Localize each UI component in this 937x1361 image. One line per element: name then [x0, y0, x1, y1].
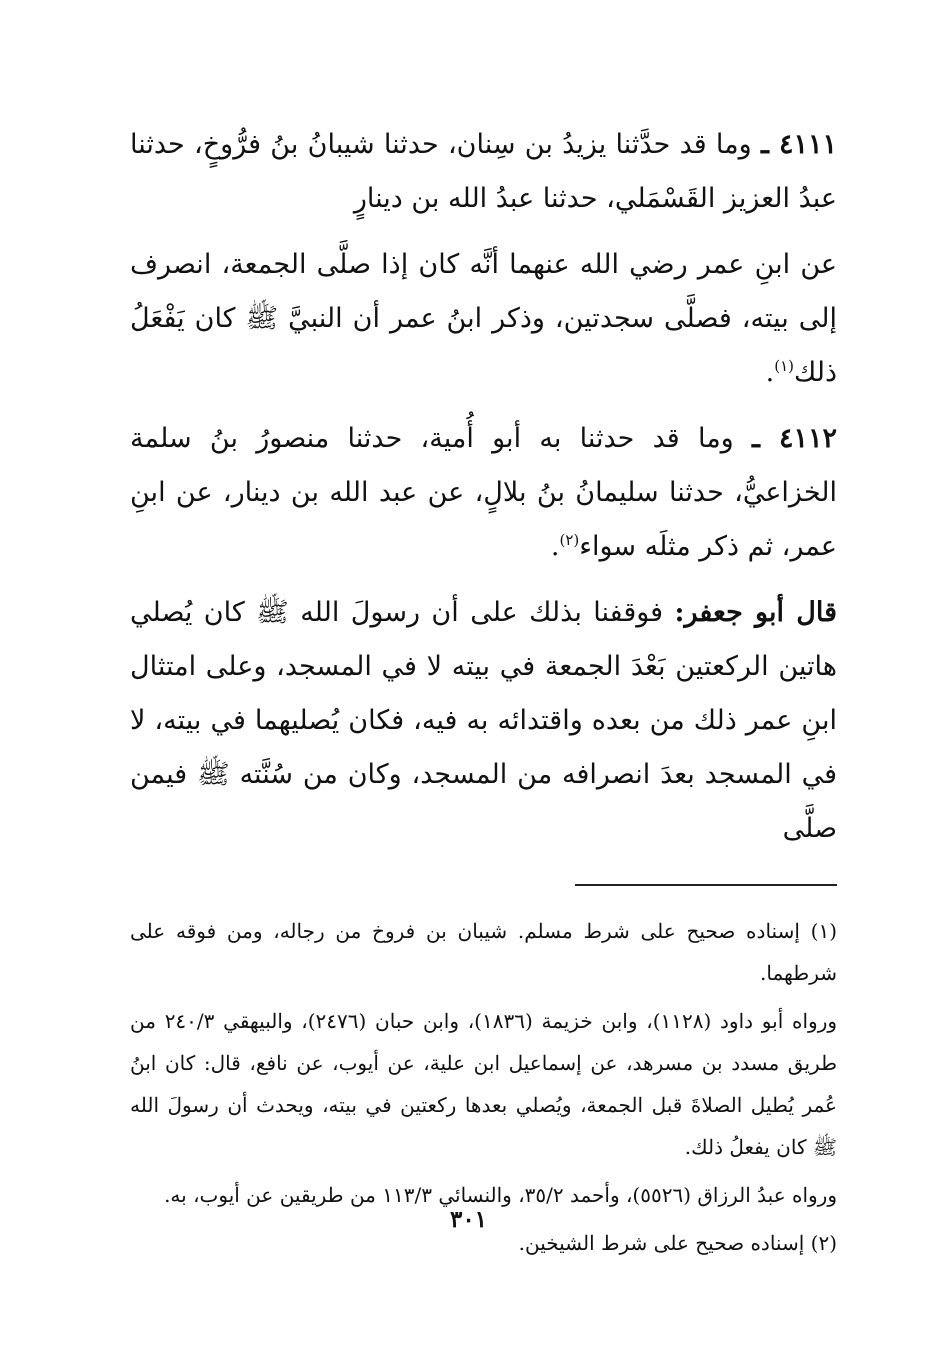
hadith-4112 [130, 412, 837, 574]
footnote-2: (٢) إسناده صحيح على شرط الشيخين. [518, 1231, 837, 1255]
footnote-ref-1: (١) [774, 357, 794, 375]
footnote-1-cont-a: ورواه أبو داود (١١٢٨)، وابن خزيمة (١٨٣٦)، وابن حبان (٢٤٧٦)، والبيهقي ٢٤٠/٣ من طريق مسدد بن مسرهد، عن إسماعيل ابن علية، عن أيوب، عن نافع، قال: كان ابنُ عُمر يُطيل الصلاةَ قبل الجمعة، ويُصلي بعدها ركعتين في بيته، ويحدث أن رسولَ الله ﷺ كان يفعلُ ذلك. [130, 1009, 838, 1159]
hadith-4111 [130, 118, 837, 226]
footnote-1-cont-b: ورواه عبدُ الرزاق (٥٥٢٦)، وأحمد ٣٥/٢، والنسائي ١١٣/٣ من طريقين عن أيوب، به. [164, 1183, 837, 1207]
commentary [130, 586, 837, 856]
hadith-text: وما قد حدثنا به أبو أُمية، حدثنا منصورُ بنُ سلمة الخزاعيُّ، حدثنا سليمانُ بنُ بلالٍ، عن عبد الله بن دينار، عن ابنِ عمر، ثم ذكر مثلَه سواء [130, 423, 837, 562]
hadith-number: ٤١١٢ ـ [751, 423, 837, 454]
matn-text: عن ابنِ عمر رضي الله عنهما أنَّه كان إذا صلَّى الجمعة، انصرف إلى بيته، فصلَّى سجدتين، وذكر ابنُ عمر أن النبيَّ ﷺ كان يَفْعَلُ ذلك [130, 249, 837, 388]
commentary-lead: قال أبو جعفر: [674, 597, 837, 628]
main-text [130, 118, 837, 856]
footnote-ref-2: (٢) [559, 531, 580, 549]
hadith-text: وما قد حدَّثنا يزيدُ بن سِنان، حدثنا شيبانُ بنُ فرُّوخٍ، حدثنا عبدُ العزيز القَسْمَلي، حدثنا عبدُ الله بن دينارٍ [130, 129, 837, 214]
sentence-end: . [765, 357, 775, 388]
footnote-divider [575, 884, 837, 886]
footnote-1: (١) إسناده صحيح على شرط مسلم. شيبان بن فروخ من رجاله، ومن فوقه على شرطهما. [130, 919, 837, 985]
sentence-end: . [550, 531, 560, 562]
hadith-4111-matn [130, 238, 837, 400]
commentary-text: فوقفنا بذلك على أن رسولَ الله ﷺ كان يُصلي هاتين الركعتين بَعْدَ الجمعة في بيته لا في المسجد، وعلى امتثال ابنِ عمر ذلك من بعده واقتدائه به فيه، فكان يُصليهما في بيته، لا في المسجد بعدَ انصرافه من المسجد، وكان من سُنَّته ﷺ فيمن صلَّى [130, 597, 837, 844]
page-number: ٣٠١ [449, 1206, 488, 1233]
hadith-number: ٤١١١ ـ [760, 129, 837, 160]
